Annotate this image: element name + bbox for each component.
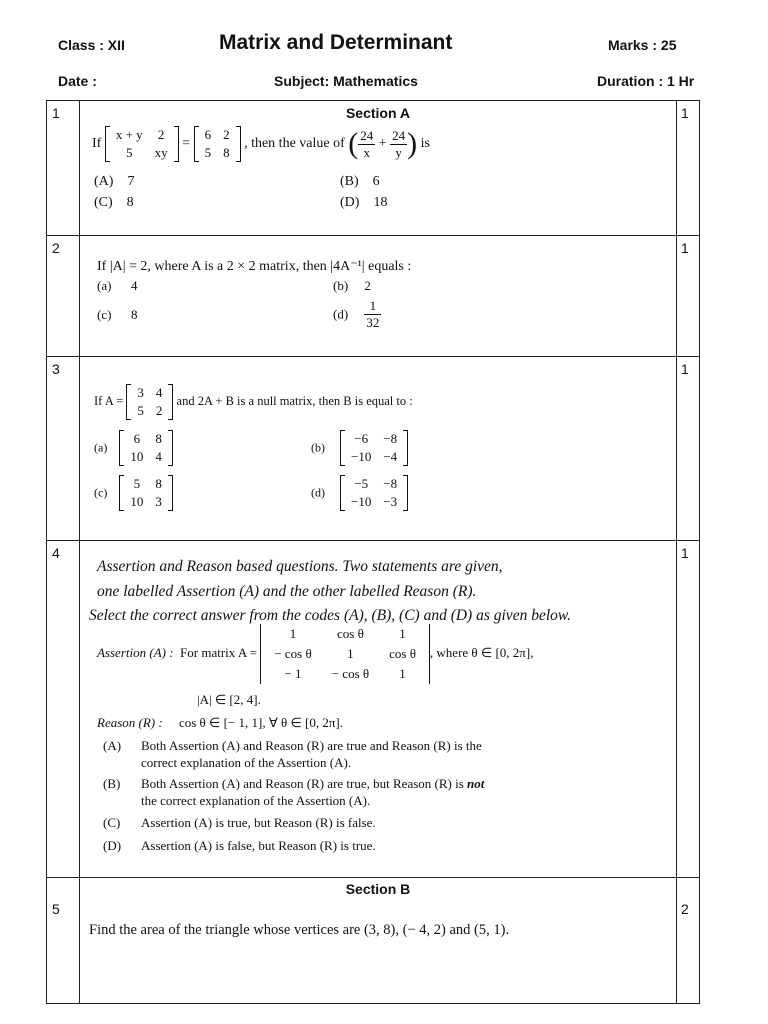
reason-label: Reason (R) : [97, 715, 163, 730]
option: (b) 2 [333, 278, 371, 293]
row-divider [46, 356, 700, 357]
matrix-cell: xy [154, 145, 168, 160]
option: (A) 7 [94, 174, 135, 189]
option-label: (B) [103, 776, 121, 791]
question-number: 5 [52, 901, 60, 917]
option: (a) 4 [97, 278, 138, 293]
assertion-post: , where θ ∈ [0, 2π], [429, 644, 534, 660]
subject-label: Subject: Mathematics [274, 73, 418, 89]
option: (b) −6 −8 −10 −4 [311, 430, 408, 466]
option-text: Both Assertion (A) and Reason (R) are true and Reason (R) is the [141, 738, 482, 753]
question-number: 3 [52, 361, 60, 377]
date-label: Date : [58, 73, 97, 89]
q4-intro-line: Select the correct answer from the codes (A), (B), (C) and (D) as given below. [89, 607, 571, 624]
option: (a) 6 8 10 4 [94, 430, 173, 466]
marks-label: Marks : 25 [608, 37, 677, 53]
matrix-cell: 8 [223, 145, 230, 160]
question-marks: 1 [681, 361, 689, 377]
matrix-cell: 5 [204, 145, 212, 160]
table-border-bottom [46, 1003, 700, 1004]
option-label: (D) [103, 838, 122, 853]
fraction: $\frac{24}{x}$ [360, 127, 374, 160]
q3-pre: If A = [94, 393, 124, 408]
question-marks: 2 [681, 901, 689, 917]
section-heading: Section B [345, 881, 411, 897]
matrix-cell: 5 [137, 403, 144, 418]
row-divider [46, 540, 700, 541]
q1-statement: If x + y 2 5 xy = 6 2 5 8 , then the value of ( $\frac{24}{x}$ + $\frac{24}{y}$ ) is [92, 127, 431, 160]
question-number: 4 [52, 545, 60, 561]
row-divider [46, 235, 700, 236]
option: (C) 8 [94, 195, 134, 210]
question-marks: 1 [681, 545, 689, 561]
reason-text: cos θ ∈ [− 1, 1], ∀ θ ∈ [0, 2π]. [178, 715, 343, 730]
option-text: Assertion (A) is true, but Reason (R) is false. [141, 815, 376, 830]
option-matrix: −5 −8 −10 −3 [340, 475, 408, 511]
q1-mid-text: , then the value of [244, 136, 345, 152]
section-heading: Section A [345, 105, 411, 121]
option-label: (C) [103, 815, 121, 830]
duration-label: Duration : 1 Hr [597, 73, 695, 89]
q2-statement: If |A| = 2, where A is a 2 × 2 matrix, then |4A⁻¹| equals : [97, 259, 412, 274]
option-matrix: 6 8 10 4 [119, 430, 173, 466]
option-text: Both Assertion (A) and Reason (R) are true, but Reason (R) is not [141, 776, 485, 791]
q3-matrix-a [126, 384, 173, 420]
question-marks: 1 [681, 105, 689, 121]
matrix-cell: 2 [223, 127, 230, 142]
plus-sign: + [378, 136, 387, 152]
option: (d) −5 −8 −10 −3 [311, 475, 408, 511]
assertion-pre: For matrix A = [180, 644, 258, 660]
option-label: (A) [103, 738, 122, 753]
matrix-cell: 3 [137, 385, 144, 400]
option-matrix: 5 8 10 3 [119, 475, 173, 511]
option: (c) 5 8 10 3 [94, 475, 173, 511]
matrix-cell: 6 [204, 127, 212, 142]
page-title: Matrix and Determinant [219, 31, 453, 54]
matrix-cell: 2 [157, 127, 165, 142]
question-number: 2 [52, 240, 60, 256]
q3-statement [94, 384, 413, 420]
q4-assertion [97, 624, 533, 684]
option-text: correct explanation of the Assertion (A). [141, 755, 352, 770]
q1-if: If [92, 136, 102, 152]
q1-rhs-matrix [194, 126, 241, 162]
q4-intro-line: Assertion and Reason based questions. Two statements are given, [97, 558, 503, 575]
matrix-cell: x + y [115, 127, 143, 142]
matrix-cell: 4 [155, 385, 163, 400]
row-divider [46, 877, 700, 878]
option: (d) $\frac{1}{32}$ [333, 298, 380, 330]
class-label: Class : XII [58, 37, 125, 53]
equals-sign: = [182, 136, 191, 152]
q5-statement: Find the area of the triangle whose vertices are (3, 8), (− 4, 2) and (5, 1). [89, 922, 510, 938]
matrix-cell: 2 [155, 403, 163, 418]
option-text: the correct explanation of the Assertion (A). [141, 793, 371, 808]
assertion-line2: |A| ∈ [2, 4]. [197, 692, 261, 707]
matrix-cell: 5 [126, 145, 133, 160]
q1-end-text: is [420, 136, 431, 152]
option: (D) 18 [340, 195, 388, 210]
q4-matrix: 1 cos θ 1 − cos θ 1 cos θ − 1 − cos θ 1 [260, 624, 430, 684]
question-marks: 1 [681, 240, 689, 256]
option-text: Assertion (A) is false, but Reason (R) is true. [141, 838, 376, 853]
q1-lhs-matrix [105, 126, 179, 162]
fraction: $\frac{1}{32}$ [366, 298, 380, 330]
q4-intro-line: one labelled Assertion (A) and the other labelled Reason (R). [97, 583, 477, 600]
question-number: 1 [52, 105, 60, 121]
q4-reason [97, 715, 343, 731]
assertion-label: Assertion (A) : [97, 644, 174, 660]
fraction: $\frac{24}{y}$ [392, 127, 406, 160]
table-border-top [46, 100, 700, 101]
option-matrix: −6 −8 −10 −4 [340, 430, 408, 466]
option: (c) 8 [97, 307, 138, 322]
q3-post: and 2A + B is a null matrix, then B is equal to : [176, 393, 413, 408]
option: (B) 6 [340, 174, 380, 189]
